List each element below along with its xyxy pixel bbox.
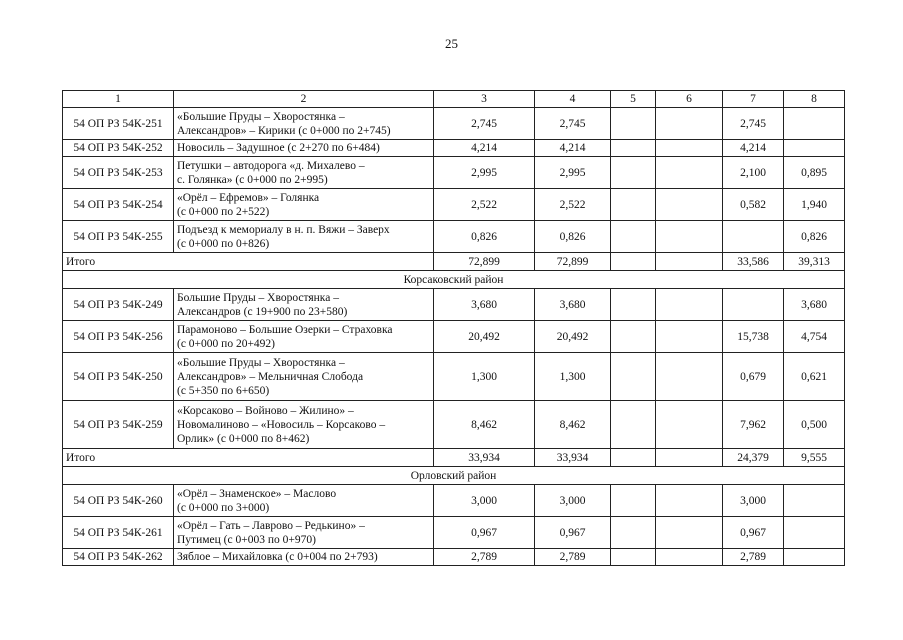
value-cell-6 — [656, 517, 723, 549]
road-code: 54 ОП РЗ 54К-250 — [63, 353, 174, 401]
table-row — [63, 221, 845, 253]
value-cell-5 — [611, 353, 656, 401]
value-cell-6 — [656, 253, 723, 271]
value-cell-5 — [611, 289, 656, 321]
table-row — [63, 401, 845, 449]
table-row — [63, 321, 845, 353]
road-code: 54 ОП РЗ 54К-262 — [63, 549, 174, 566]
road-name-line: Александров» – Мельничная Слобода — [177, 370, 364, 383]
value-cell-6 — [656, 449, 723, 467]
total-label: Итого — [63, 449, 434, 467]
value-cell-6 — [656, 140, 723, 157]
value-cell-4: 2,522 — [535, 189, 611, 221]
road-code: 54 ОП РЗ 54К-252 — [63, 140, 174, 157]
road-name — [174, 189, 434, 221]
district-row — [63, 271, 845, 289]
road-name-line: «Большие Пруды – Хворостянка – — [177, 110, 345, 123]
value-cell-7: 2,100 — [723, 157, 784, 189]
value-cell-8: 0,621 — [784, 353, 845, 401]
road-name-line: Петушки – автодорога «д. Михалево – — [177, 159, 365, 172]
total-row — [63, 253, 845, 271]
value-cell-5 — [611, 140, 656, 157]
value-cell-5 — [611, 221, 656, 253]
column-header-row — [63, 91, 845, 108]
road-name — [174, 549, 434, 566]
value-cell-4: 4,214 — [535, 140, 611, 157]
value-cell-4: 72,899 — [535, 253, 611, 271]
value-cell-8: 1,940 — [784, 189, 845, 221]
road-name-line: «Орёл – Гать – Лаврово – Редькино» – — [177, 519, 365, 532]
column-header: 5 — [611, 91, 656, 108]
road-name-line: Александров (с 19+900 по 23+580) — [177, 305, 348, 318]
road-name-line: Орлик» (с 0+000 по 8+462) — [177, 432, 310, 445]
value-cell-5 — [611, 485, 656, 517]
road-code: 54 ОП РЗ 54К-253 — [63, 157, 174, 189]
road-name-line: Большие Пруды – Хворостянка – — [177, 291, 339, 304]
road-name — [174, 353, 434, 401]
road-name — [174, 289, 434, 321]
value-cell-7: 3,000 — [723, 485, 784, 517]
value-cell-3: 2,789 — [434, 549, 535, 566]
road-name-line: с. Голянка» (с 0+000 по 2+995) — [177, 173, 328, 186]
road-name — [174, 140, 434, 157]
value-cell-7: 2,745 — [723, 108, 784, 140]
column-header: 1 — [63, 91, 174, 108]
road-name-line: (с 0+000 по 0+826) — [177, 237, 270, 250]
value-cell-3: 2,745 — [434, 108, 535, 140]
column-header: 4 — [535, 91, 611, 108]
road-name-line: Зяблое – Михайловка (с 0+004 по 2+793) — [177, 551, 378, 563]
road-name-line: «Орёл – Ефремов» – Голянка — [177, 191, 320, 204]
value-cell-4: 2,789 — [535, 549, 611, 566]
value-cell-3: 3,000 — [434, 485, 535, 517]
value-cell-7 — [723, 289, 784, 321]
value-cell-7: 24,379 — [723, 449, 784, 467]
road-name-line: (с 0+000 по 20+492) — [177, 337, 276, 350]
value-cell-4: 20,492 — [535, 321, 611, 353]
road-name — [174, 517, 434, 549]
road-name-line: «Большие Пруды – Хворостянка – — [177, 356, 345, 369]
value-cell-4: 1,300 — [535, 353, 611, 401]
road-name-line: «Корсаково – Войново – Жилино» – — [177, 404, 354, 417]
value-cell-3: 0,826 — [434, 221, 535, 253]
value-cell-8 — [784, 140, 845, 157]
value-cell-3: 33,934 — [434, 449, 535, 467]
value-cell-7: 0,679 — [723, 353, 784, 401]
road-code: 54 ОП РЗ 54К-249 — [63, 289, 174, 321]
value-cell-8: 0,895 — [784, 157, 845, 189]
value-cell-6 — [656, 353, 723, 401]
road-code: 54 ОП РЗ 54К-251 — [63, 108, 174, 140]
table-row — [63, 485, 845, 517]
value-cell-8 — [784, 485, 845, 517]
road-name-line: (с 0+000 по 2+522) — [177, 205, 270, 218]
road-name-line: Подъезд к мемориалу в н. п. Вяжи – Заверх — [177, 223, 390, 236]
value-cell-6 — [656, 289, 723, 321]
table-row — [63, 157, 845, 189]
value-cell-4: 0,826 — [535, 221, 611, 253]
value-cell-7 — [723, 221, 784, 253]
value-cell-6 — [656, 549, 723, 566]
road-name-line: Путимец (с 0+003 по 0+970) — [177, 533, 316, 546]
value-cell-5 — [611, 189, 656, 221]
value-cell-8: 0,500 — [784, 401, 845, 449]
value-cell-6 — [656, 321, 723, 353]
value-cell-5 — [611, 157, 656, 189]
table-row — [63, 549, 845, 566]
value-cell-4: 3,000 — [535, 485, 611, 517]
road-name — [174, 401, 434, 449]
table-row — [63, 289, 845, 321]
column-header: 2 — [174, 91, 434, 108]
value-cell-3: 1,300 — [434, 353, 535, 401]
value-cell-3: 8,462 — [434, 401, 535, 449]
value-cell-3: 0,967 — [434, 517, 535, 549]
value-cell-6 — [656, 108, 723, 140]
table-row — [63, 517, 845, 549]
road-name-line: Новосиль – Задушное (с 2+270 по 6+484) — [177, 142, 380, 154]
value-cell-6 — [656, 401, 723, 449]
value-cell-8: 3,680 — [784, 289, 845, 321]
value-cell-3: 20,492 — [434, 321, 535, 353]
road-name — [174, 485, 434, 517]
value-cell-8: 39,313 — [784, 253, 845, 271]
value-cell-6 — [656, 157, 723, 189]
road-name — [174, 157, 434, 189]
road-name — [174, 221, 434, 253]
district-row — [63, 467, 845, 485]
column-header: 8 — [784, 91, 845, 108]
value-cell-5 — [611, 253, 656, 271]
value-cell-4: 8,462 — [535, 401, 611, 449]
road-name — [174, 321, 434, 353]
value-cell-8: 9,555 — [784, 449, 845, 467]
road-name-line: «Орёл – Знаменское» – Маслово — [177, 487, 337, 500]
road-name-line: (с 5+350 по 6+650) — [177, 384, 270, 397]
value-cell-5 — [611, 401, 656, 449]
value-cell-8 — [784, 549, 845, 566]
value-cell-5 — [611, 449, 656, 467]
value-cell-6 — [656, 485, 723, 517]
table-row — [63, 140, 845, 157]
road-name-line: (с 0+000 по 3+000) — [177, 501, 270, 514]
road-code: 54 ОП РЗ 54К-255 — [63, 221, 174, 253]
district-title: Орловский район — [63, 467, 845, 485]
table-row — [63, 108, 845, 140]
road-name — [174, 108, 434, 140]
value-cell-5 — [611, 517, 656, 549]
value-cell-4: 33,934 — [535, 449, 611, 467]
value-cell-4: 2,745 — [535, 108, 611, 140]
value-cell-7: 4,214 — [723, 140, 784, 157]
value-cell-5 — [611, 549, 656, 566]
road-name-line: Новомалиново – «Новосиль – Корсаково – — [177, 418, 386, 431]
value-cell-3: 4,214 — [434, 140, 535, 157]
value-cell-4: 3,680 — [535, 289, 611, 321]
value-cell-3: 2,522 — [434, 189, 535, 221]
road-name-line: Александров» – Кирики (с 0+000 по 2+745) — [177, 124, 391, 137]
column-header: 6 — [656, 91, 723, 108]
value-cell-7: 33,586 — [723, 253, 784, 271]
roads-table — [62, 90, 845, 566]
value-cell-3: 72,899 — [434, 253, 535, 271]
total-label: Итого — [63, 253, 434, 271]
table-row — [63, 189, 845, 221]
value-cell-8: 0,826 — [784, 221, 845, 253]
value-cell-3: 2,995 — [434, 157, 535, 189]
value-cell-6 — [656, 189, 723, 221]
column-header: 7 — [723, 91, 784, 108]
value-cell-7: 0,967 — [723, 517, 784, 549]
value-cell-7: 0,582 — [723, 189, 784, 221]
road-code: 54 ОП РЗ 54К-256 — [63, 321, 174, 353]
value-cell-7: 15,738 — [723, 321, 784, 353]
column-header: 3 — [434, 91, 535, 108]
value-cell-5 — [611, 321, 656, 353]
district-title: Корсаковский район — [63, 271, 845, 289]
value-cell-6 — [656, 221, 723, 253]
road-code: 54 ОП РЗ 54К-260 — [63, 485, 174, 517]
value-cell-8 — [784, 108, 845, 140]
value-cell-7: 2,789 — [723, 549, 784, 566]
road-code: 54 ОП РЗ 54К-261 — [63, 517, 174, 549]
table-row — [63, 353, 845, 401]
value-cell-4: 0,967 — [535, 517, 611, 549]
value-cell-7: 7,962 — [723, 401, 784, 449]
value-cell-8 — [784, 517, 845, 549]
page-number: 25 — [445, 36, 458, 51]
value-cell-5 — [611, 108, 656, 140]
road-code: 54 ОП РЗ 54К-254 — [63, 189, 174, 221]
road-code: 54 ОП РЗ 54К-259 — [63, 401, 174, 449]
value-cell-4: 2,995 — [535, 157, 611, 189]
total-row — [63, 449, 845, 467]
value-cell-8: 4,754 — [784, 321, 845, 353]
value-cell-3: 3,680 — [434, 289, 535, 321]
road-name-line: Парамоново – Большие Озерки – Страховка — [177, 323, 393, 336]
